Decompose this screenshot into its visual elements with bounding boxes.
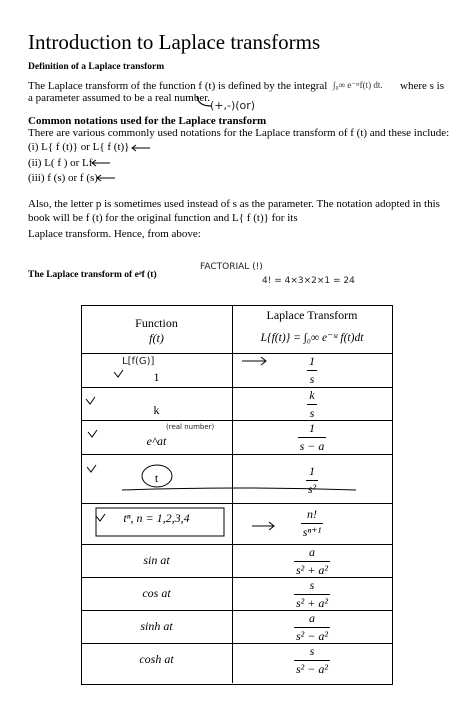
hand-arrow-icon: [195, 94, 215, 110]
transform-cell: [233, 644, 391, 677]
table-row-divider: [81, 454, 393, 455]
function-cell: cos at: [142, 586, 171, 600]
transform-denominator: s²: [307, 482, 317, 496]
also-text-3: Laplace transform. Hence, from above:: [28, 228, 201, 240]
hand-arrow-icon: [95, 173, 117, 183]
transform-numerator: k: [309, 388, 315, 402]
transform-denominator: s² − a²: [296, 662, 328, 676]
hand-tick-icon: [87, 428, 99, 440]
header-laplace-formula: L{f(t)} = ∫₀∞ e⁻ˢᵗ f(t)dt: [260, 332, 364, 344]
hand-tick-icon: [113, 368, 125, 380]
transform-denominator: s² + a²: [296, 563, 328, 577]
definition-heading: Definition of a Laplace transform: [28, 62, 165, 72]
function-cell: e^at: [146, 434, 167, 448]
transform-numerator: a: [309, 545, 315, 559]
factorial-example-hand-note: 4! = 4×3×2×1 = 24: [262, 276, 355, 286]
also-text-1: Also, the letter p is sometimes used instead of s as the parameter. The notation adopted in this: [28, 198, 440, 210]
function-cell: sin at: [143, 553, 170, 567]
transform-denominator: s² − a²: [296, 629, 328, 643]
header-laplace: Laplace Transform: [266, 308, 358, 322]
transform-numerator: s: [309, 578, 315, 592]
hand-note-real-number: (real number): [166, 423, 215, 431]
factorial-hand-note: FACTORIAL (!): [200, 262, 263, 272]
transform-denominator: s: [309, 372, 315, 386]
hand-tick-icon: [85, 395, 97, 407]
function-cell: cosh at: [139, 652, 174, 666]
definition-integral: ∫₀∞ e⁻ˢᵗf(t) dt.: [333, 80, 383, 90]
notations-intro: There are various commonly used notations for the Laplace transform of f (t) and these include:: [28, 127, 450, 139]
header-function-symbol: f(t): [149, 331, 164, 345]
hand-underline-icon: [120, 486, 360, 494]
page-title: Introduction to Laplace transforms: [28, 30, 321, 54]
function-cell: k: [153, 403, 160, 417]
hand-arrow-icon: [250, 520, 278, 532]
transform-numerator: 1: [309, 464, 315, 478]
transform-numerator: a: [309, 611, 315, 625]
transform-denominator: s: [309, 406, 315, 420]
hand-arrow-icon: [240, 356, 270, 366]
transform-numerator: 1: [309, 421, 315, 435]
transform-numerator: s: [309, 644, 315, 658]
transform-numerator: n!: [306, 507, 317, 521]
also-text-2: book will be f (t) for the original function and L{ f (t)} for its: [28, 212, 298, 224]
function-cell: 1: [153, 370, 160, 384]
notations-heading: Common notations used for the Laplace transform: [28, 115, 267, 127]
hand-box-icon: [92, 504, 232, 540]
transform-cell: [233, 611, 391, 644]
header-function: Function: [135, 316, 178, 330]
notation-item-1: (i) L{ f (t)} or L{ f (t)}: [28, 141, 130, 153]
hand-tick-icon: [86, 463, 98, 475]
hand-note-L-fG: L[f(G)]: [122, 356, 155, 367]
definition-note-hand: (+,-)(or): [210, 99, 256, 112]
transform-denominator: s² + a²: [296, 596, 328, 610]
transform-cell: [233, 388, 391, 421]
laplace-of-heading: The Laplace transform of eᵃf (t): [28, 270, 157, 280]
hand-arrow-icon: [130, 143, 152, 153]
transform-denominator: s − a: [299, 439, 325, 453]
transform-cell: [233, 578, 391, 611]
definition-text-1: The Laplace transform of the function f (t) is defined by the integral: [28, 80, 328, 92]
notation-item-3: (iii) f (s) or f (s): [28, 172, 98, 184]
transform-denominator: sⁿ⁺¹: [302, 525, 322, 539]
hand-arrow-icon: [90, 158, 112, 168]
function-cell: tⁿ, n = 1,2,3,4: [123, 511, 190, 525]
transform-cell: [233, 421, 391, 454]
function-cell: t: [154, 471, 159, 485]
notation-item-2: (ii) L( f ) or Lf: [28, 157, 93, 169]
definition-text-2: a parameter assumed to be a real number.: [28, 92, 211, 104]
hand-tick-icon: [95, 512, 107, 524]
transform-numerator: 1: [309, 354, 315, 368]
function-cell: sinh at: [140, 619, 173, 633]
definition-where: where s is: [400, 80, 444, 92]
transform-cell: [233, 545, 391, 578]
